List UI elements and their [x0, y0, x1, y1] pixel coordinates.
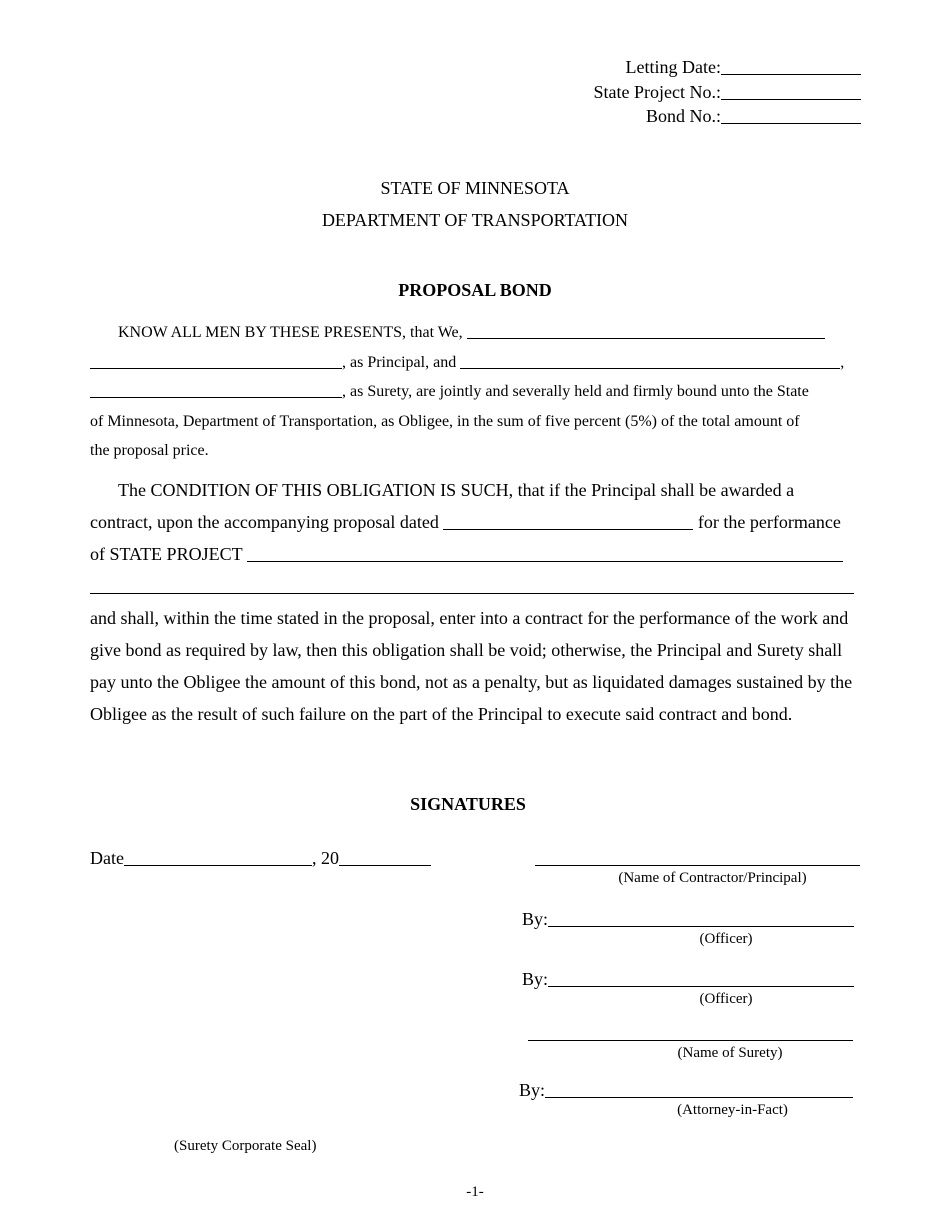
surety-name-blank-1[interactable] [460, 367, 840, 369]
performance-label: for the performance [697, 512, 841, 532]
comma: , [840, 353, 845, 371]
para2-line-2 [90, 506, 860, 538]
principal-label: , as Principal, and [342, 353, 457, 371]
date-label: Date [90, 848, 124, 868]
bond-no-blank[interactable] [721, 122, 861, 124]
officer-caption-1: (Officer) [699, 931, 753, 947]
principal-name-blank-2[interactable] [90, 367, 342, 369]
bond-no-field [594, 104, 861, 129]
state-project-field [594, 80, 861, 105]
page-number: -1- [466, 1184, 484, 1200]
year-prefix: , 20 [311, 848, 339, 868]
condition-paragraph [90, 474, 860, 602]
surety-corporate-seal: (Surety Corporate Seal) [174, 1138, 317, 1154]
para1-line-1 [90, 318, 860, 348]
signatures-title: SIGNATURES [410, 794, 526, 814]
state-project-blank-2[interactable] [90, 592, 854, 594]
surety-label: , as Surety, are jointly and severally held and firmly bound unto the State [342, 383, 809, 400]
terms-paragraph: and shall, within the time stated in the proposal, enter into a contract for the performance of the work and give bond as required by law, then this obligation shall be void; otherwise, the Principal and Surety shall pay unto the Obligee the amount of this bond, not as a penalty, but as liquidated damages sustained by the Obligee as the result of such failure on the part of the Principal to execute said contract and bond. [90, 608, 853, 724]
officer-signature-1 [522, 909, 854, 930]
year-blank[interactable] [339, 864, 431, 866]
by-label-1: By: [522, 909, 549, 929]
para2-line-1: The CONDITION OF THIS OBLIGATION IS SUCH, that if the Principal shall be awarded a [118, 480, 795, 500]
contractor-caption: (Name of Contractor/Principal) [618, 870, 807, 886]
principal-name-blank-1[interactable] [467, 337, 825, 339]
officer-signature-2 [522, 969, 854, 990]
para2-line-4 [90, 570, 860, 602]
attorney-blank[interactable] [545, 1096, 853, 1098]
by-label-2: By: [522, 969, 549, 989]
obligation-paragraph [90, 318, 860, 466]
letting-date-blank[interactable] [721, 73, 861, 75]
proposal-dated-label: contract, upon the accompanying proposal dated [90, 512, 439, 532]
para1-line-5: the proposal price. [90, 442, 209, 459]
para1-line-3 [90, 377, 860, 407]
letting-date-field [594, 55, 861, 80]
by-label-3: By: [519, 1080, 546, 1100]
state-project-blank[interactable] [721, 98, 861, 100]
bond-no-label: Bond No.: [645, 106, 721, 126]
surety-name-blank[interactable] [528, 1039, 853, 1041]
state-project-text: of STATE PROJECT [90, 544, 243, 564]
surety-caption: (Name of Surety) [677, 1045, 783, 1061]
state-project-blank-1[interactable] [247, 560, 843, 562]
state-project-label: State Project No.: [593, 81, 721, 102]
attorney-signature [519, 1080, 853, 1101]
department-name: DEPARTMENT OF TRANSPORTATION [321, 210, 629, 230]
officer-caption-2: (Officer) [699, 991, 753, 1007]
surety-name-blank-2[interactable] [90, 396, 342, 398]
officer-1-blank[interactable] [548, 925, 854, 927]
para1-line-4: of Minnesota, Department of Transportation, as Obligee, in the sum of five percent (5%) of the total amount of [90, 412, 800, 430]
para1-intro: KNOW ALL MEN BY THESE PRESENTS, that We, [118, 324, 463, 341]
header-fields [594, 55, 861, 129]
para1-line-2 [90, 348, 860, 378]
agency-heading [0, 172, 950, 236]
proposal-date-blank[interactable] [443, 528, 693, 530]
contractor-name-blank[interactable] [535, 864, 860, 866]
surety-signature-line [528, 1023, 853, 1044]
para2-line-3 [90, 538, 860, 570]
contractor-signature-line [535, 848, 860, 869]
state-name: STATE OF MINNESOTA [380, 178, 570, 198]
document-title: PROPOSAL BOND [398, 280, 552, 300]
officer-2-blank[interactable] [548, 985, 854, 987]
letting-date-label: Letting Date: [625, 57, 721, 77]
attorney-caption: (Attorney-in-Fact) [677, 1102, 788, 1118]
signature-date [90, 848, 431, 869]
date-blank[interactable] [124, 864, 312, 866]
